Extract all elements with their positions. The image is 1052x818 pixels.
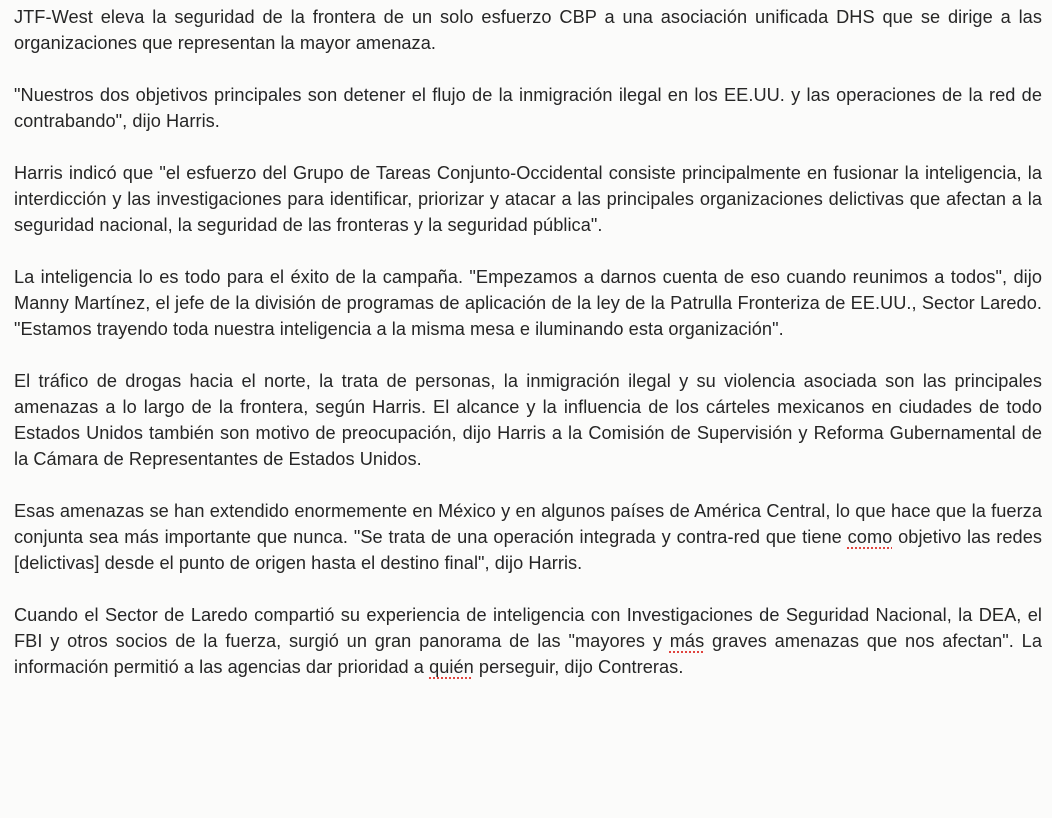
paragraph-text: La inteligencia lo es todo para el éxito de la campaña. "Empezamos a darnos cuenta de eso cuando reunimos a todos", dijo Manny Martínez, el jefe de la división de programas de aplicación de la ley de la Patrulla Fronteriza de EE.UU., Sector Laredo. "Estamos trayendo toda nuestra inteligencia a la misma mesa e iluminando esta organización". — [14, 267, 1042, 339]
document-body[interactable] — [14, 4, 1042, 706]
paragraph-text: "Nuestros dos objetivos principales son detener el flujo de la inmigración ilegal en los EE.UU. y las operaciones de la red de contrabando", dijo Harris. — [14, 85, 1042, 131]
paragraph-text: objetivo las redes [delictivas] desde el punto de origen hasta el destino final", dijo Harris. — [14, 527, 1042, 573]
paragraph-text: Cuando el Sector de Laredo compartió su experiencia de inteligencia con Investigaciones de Seguridad Nacional, la DEA, el FBI y otros socios de la fuerza, surgió un gran panorama de las "mayores y — [14, 605, 1042, 651]
paragraph — [14, 160, 1042, 238]
paragraph-text: JTF-West eleva la seguridad de la frontera de un solo esfuerzo CBP a una asociación unificada DHS que se dirige a las organizaciones que representan la mayor amenaza. — [14, 7, 1042, 53]
paragraph — [14, 4, 1042, 56]
spellcheck-flagged-word[interactable]: quién — [429, 657, 474, 677]
paragraph — [14, 498, 1042, 576]
paragraph — [14, 602, 1042, 680]
spellcheck-flagged-word[interactable]: más — [669, 631, 705, 651]
paragraph-text: Esas amenazas se han extendido enormemente en México y en algunos países de América Central, lo que hace que la fuerza conjunta sea más importante que nunca. "Se trata de una operación integrada y contra-red que tiene — [14, 501, 1042, 547]
paragraph-text: graves amenazas que nos afectan". La información permitió a las agencias dar prioridad a — [14, 631, 1042, 677]
paragraph-text: perseguir, dijo Contreras. — [473, 657, 684, 677]
paragraph-text: Harris indicó que "el esfuerzo del Grupo de Tareas Conjunto-Occidental consiste principalmente en fusionar la inteligencia, la interdicción y las investigaciones para identificar, priorizar y atacar a las principales organizaciones delictivas que afectan a la seguridad nacional, la seguridad de las fronteras y la seguridad pública". — [14, 163, 1042, 235]
spellcheck-flagged-word[interactable]: como — [847, 527, 893, 547]
paragraph-text: El tráfico de drogas hacia el norte, la trata de personas, la inmigración ilegal y su violencia asociada son las principales amenazas a lo largo de la frontera, según Harris. El alcance y la influencia de los cárteles mexicanos en ciudades de todo Estados Unidos también son motivo de preocupación, dijo Harris a la Comisión de Supervisión y Reforma Gubernamental de la Cámara de Representantes de Estados Unidos. — [14, 371, 1042, 469]
paragraph — [14, 368, 1042, 472]
paragraph — [14, 82, 1042, 134]
paragraph — [14, 264, 1042, 342]
